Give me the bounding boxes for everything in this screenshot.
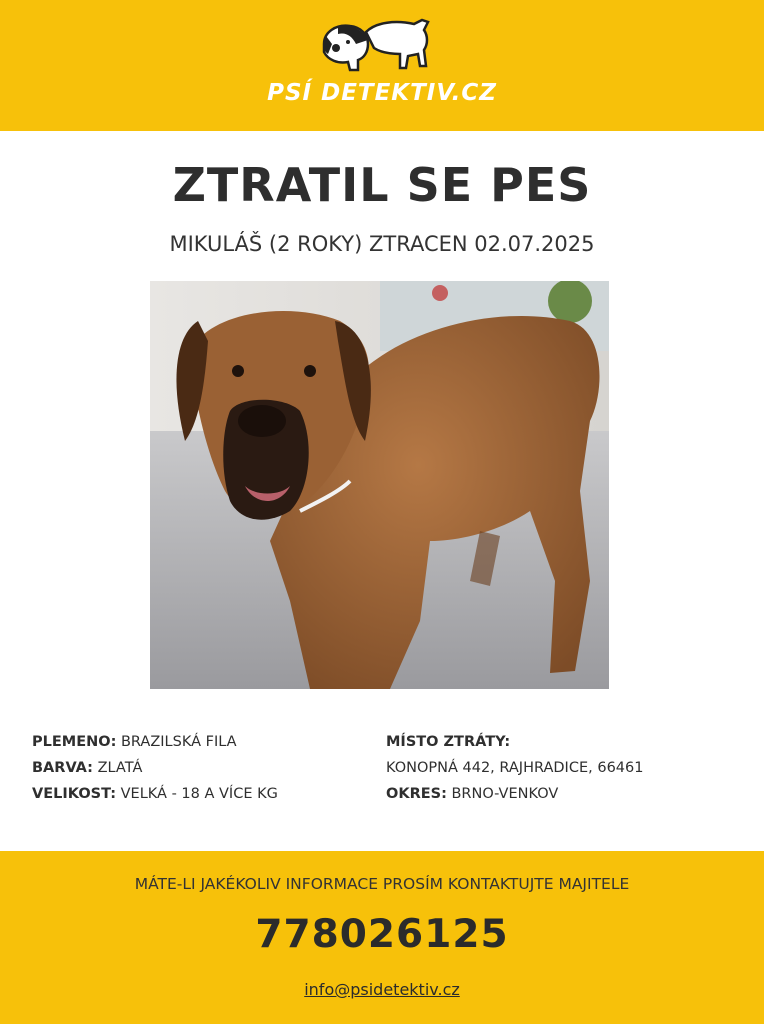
breed-value: BRAZILSKÁ FILA <box>120 734 237 750</box>
brand-name: PSÍ DETEKTIV.CZ <box>267 80 497 106</box>
two-dogs-logo-icon <box>318 14 438 74</box>
contact-note: MÁTE-LI JAKÉKOLIV INFORMACE PROSÍM KONTAKTUJTE MAJITELE <box>134 875 630 893</box>
loss-details <box>386 729 643 807</box>
place-value-row <box>386 755 643 781</box>
size-label: VELIKOST: <box>32 786 117 802</box>
size-value: VELKÁ - 18 A VÍCE KG <box>120 786 278 802</box>
breed-label: PLEMENO: <box>32 734 117 750</box>
color-label: BARVA: <box>32 760 93 776</box>
color-row <box>32 755 278 781</box>
phone-number[interactable]: 778026125 <box>255 912 509 957</box>
page-subtitle: MIKULÁŠ (2 ROKY) ZTRACEN 02.07.2025 <box>169 232 595 256</box>
color-value: ZLATÁ <box>97 760 143 776</box>
size-row <box>32 781 278 807</box>
place-label-row <box>386 729 643 755</box>
dog-details <box>32 729 278 807</box>
header-banner <box>0 0 764 131</box>
district-row <box>386 781 643 807</box>
breed-row <box>32 729 278 755</box>
dog-photo <box>150 281 609 689</box>
place-value: KONOPNÁ 442, RAJHRADICE, 66461 <box>386 760 644 776</box>
place-label: MÍSTO ZTRÁTY: <box>386 734 511 750</box>
dog-photo-icon <box>150 281 609 689</box>
district-label: OKRES: <box>386 786 447 802</box>
district-value: BRNO-VENKOV <box>451 786 559 802</box>
page-title: ZTRATIL SE PES <box>172 158 592 212</box>
email-link[interactable]: info@psidetektiv.cz <box>304 980 460 999</box>
